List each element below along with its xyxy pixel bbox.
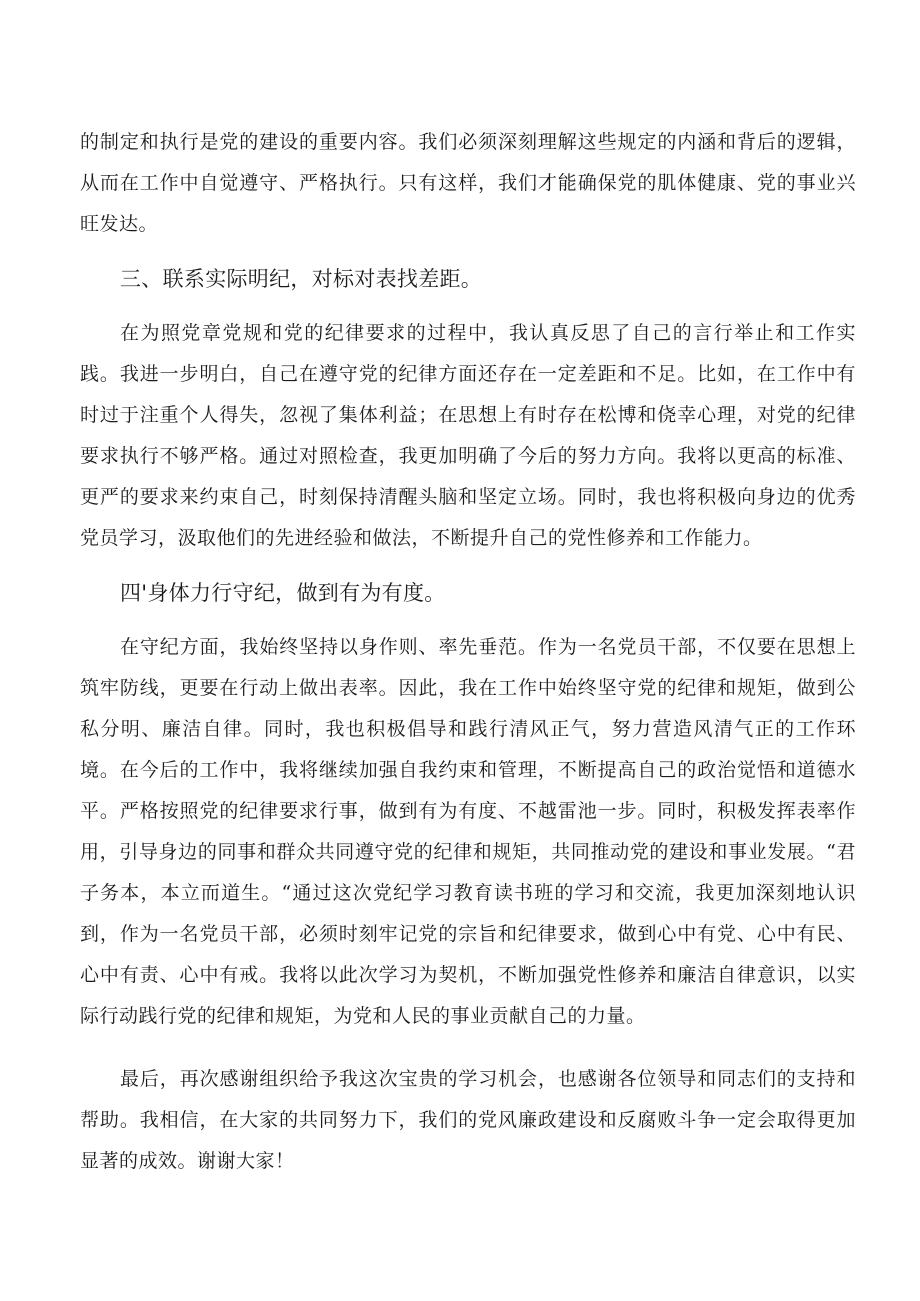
section-heading-3: 三、联系实际明纪，对标对表找差距。 [120, 267, 483, 291]
paragraph-continuation: 的制定和执行是党的建设的重要内容。我们必须深刻理解这些规定的内涵和背后的逻辑，从而在工作中自觉遵守、严格执行。只有这样，我们才能确保党的肌体健康、党的事业兴旺发达。 [80, 131, 856, 235]
section-heading-4: 四'身体力行守纪，做到有为有度。 [120, 581, 446, 605]
paragraph-closing: 最后，再次感谢组织给予我这次宝贵的学习机会，也感谢各位领导和同志们的支持和帮助。我相信，在大家的共同努力下，我们的党风廉政建设和反腐败斗争一定会取得更加显著的成效。谢谢大家！ [80, 1068, 856, 1172]
paragraph-self-reflection: 在为照党章党规和党的纪律要求的过程中，我认真反思了自己的言行举止和工作实践。我进一步明白，自己在遵守党的纪律方面还存在一定差距和不足。比如，在工作中有时过于注重个人得失，忽视了集体利益；在思想上有时存在松博和侥幸心理，对党的纪律要求执行不够严格。通过对照检查，我更加明确了今后的努力方向。我将以更高的标准、更严的要求来约束自己，时刻保持清醒头脑和坚定立场。同时，我也将积极向身边的优秀党员学习，汲取他们的先进经验和做法，不断提升自己的党性修养和工作能力。 [80, 322, 856, 549]
paragraph-discipline: 在守纪方面，我始终坚持以身作则、率先垂范。作为一名党员干部，不仅要在思想上筑牢防线，更要在行动上做出表率。因此，我在工作中始终坚守党的纪律和规矩，做到公私分明、廉洁自律。同时，我也积极倡导和践行清风正气，努力营造风清气正的工作环境。在今后的工作中，我将继续加强自我约束和管理，不断提高自己的政治觉悟和道德水平。严格按照党的纪律要求行事，做到有为有度、不越雷池一步。同时，积极发挥表率作用，引导身边的同事和群众共同遵守党的纪律和规矩，共同推动党的建设和事业发展。“君子务本，本立而道生。“通过这次党纪学习教育读书班的学习和交流，我更加深刻地认识到，作为一名党员干部，必须时刻牢记党的宗旨和纪律要求，做到心中有党、心中有民、心中有责、心中有戒。我将以此次学习为契机，不断加强党性修养和廉洁自律意识，以实际行动践行党的纪律和规矩，为党和人民的事业贡献自己的力量。 [80, 636, 856, 1027]
